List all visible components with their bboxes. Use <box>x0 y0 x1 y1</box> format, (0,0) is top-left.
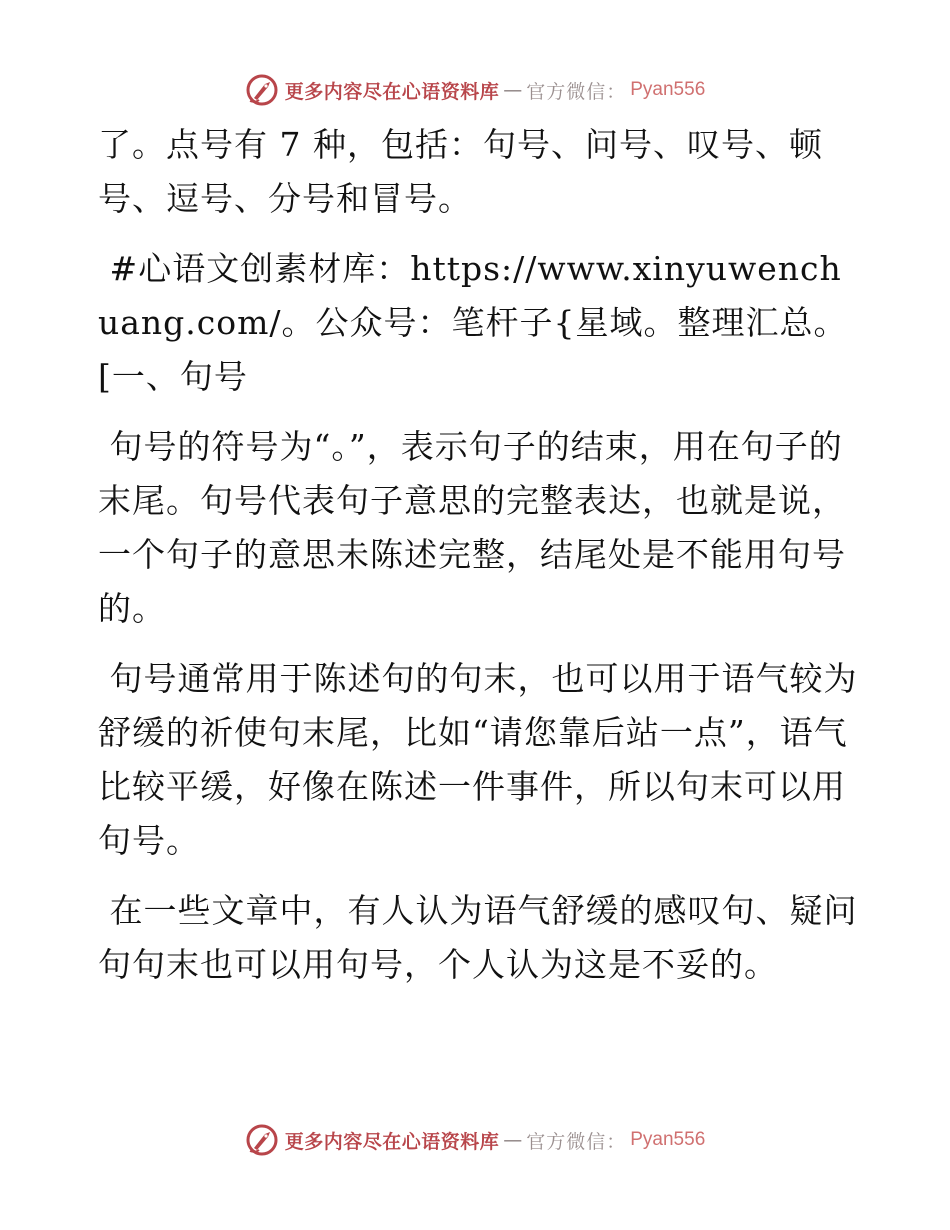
paragraph-1: 了。点号有 7 种，包括：句号、问号、叹号、顿号、逗号、分号和冒号。 <box>98 125 823 218</box>
paragraph-3: 句号的符号为“。”，表示句子的结束，用在句子的末尾。句号代表句子意思的完整表达，也就是说，一个句子的意思未陈述完整，结尾处是不能用句号的。 <box>98 427 846 628</box>
header-banner <box>0 70 950 110</box>
banner-wechat-id: Pyan556 <box>630 79 706 100</box>
pen-nib-logo-icon <box>245 73 279 107</box>
banner-wechat-label: 官方微信： <box>526 1130 627 1153</box>
paragraph-2: #心语文创素材库：https://www.xinyuwenchuang.com/。公众号：笔杆子{星域。整理汇总。[一、句号 <box>98 249 848 396</box>
banner-dash: — <box>503 1129 523 1151</box>
banner-wechat-label: 官方微信： <box>526 80 627 103</box>
banner-wechat-id: Pyan556 <box>630 1129 706 1150</box>
paragraph-4: 句号通常用于陈述句的句末，也可以用于语气较为舒缓的祈使句末尾，比如“请您靠后站一点”，语气比较平缓，好像在陈述一件事件，所以句末可以用句号。 <box>98 659 858 860</box>
banner-main-text: 更多内容尽在心语资料库 <box>284 80 500 103</box>
pen-nib-logo-icon <box>245 1123 279 1157</box>
banner-main-text: 更多内容尽在心语资料库 <box>284 1130 500 1153</box>
banner-dash: — <box>503 79 523 101</box>
paragraph-5: 在一些文章中，有人认为语气舒缓的感叹句、疑问句句末也可以用句号，个人认为这是不妥的。 <box>98 891 858 984</box>
document-body <box>98 118 858 1008</box>
footer-banner <box>0 1120 950 1160</box>
